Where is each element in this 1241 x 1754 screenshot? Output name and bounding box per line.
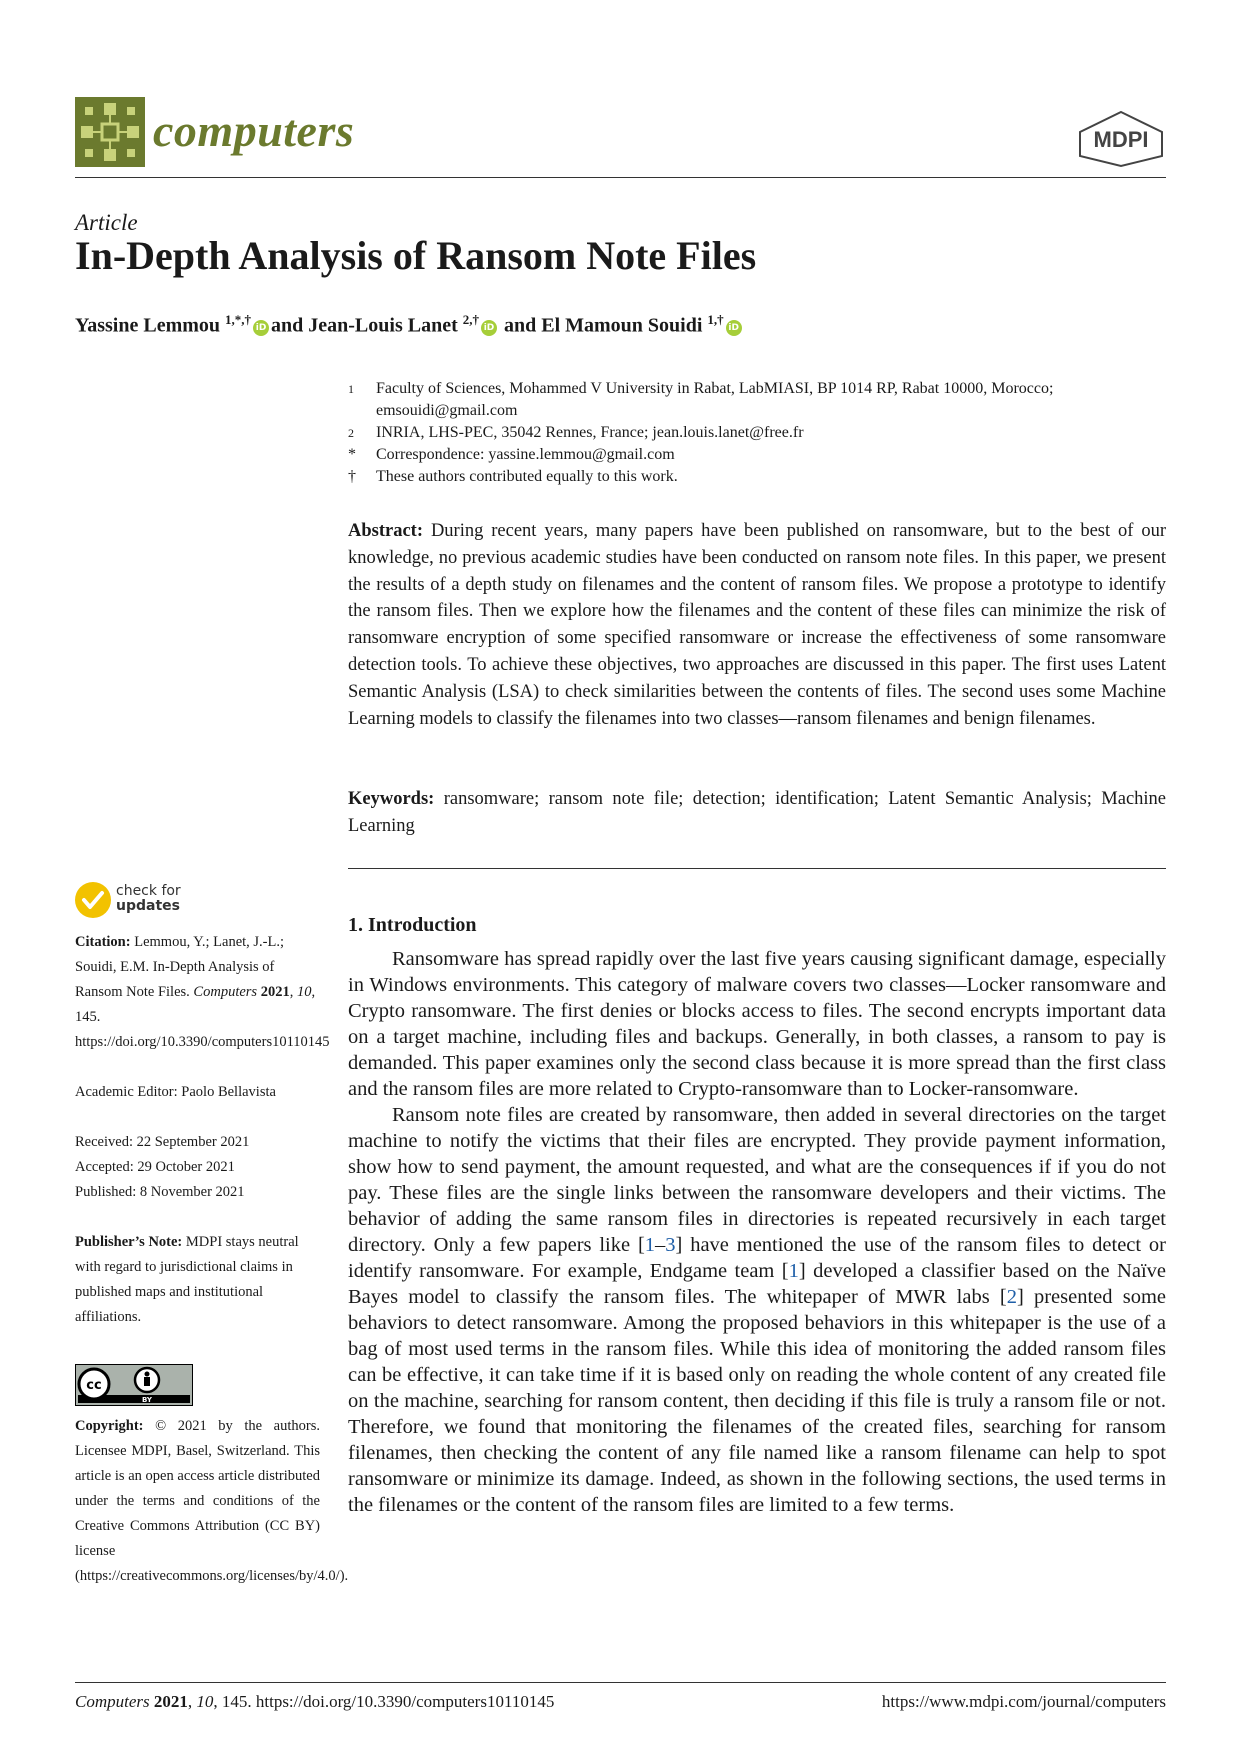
reference-link[interactable]: 3 <box>665 1234 676 1256</box>
publisher-note-text: MDPI stays neutral with regard to jurisdictional claims in published maps and institutional affiliations. <box>75 1234 299 1325</box>
affiliation-mark: 1 <box>348 382 354 396</box>
cc-by-label: BY <box>141 1396 153 1404</box>
author-affiliation-mark: 1,† <box>707 312 724 327</box>
published-date: Published: 8 November 2021 <box>75 1184 245 1200</box>
affiliation-mark: 2 <box>348 426 354 440</box>
check-updates-line1: check for <box>116 883 181 899</box>
citation-block: Citation: Lemmou, Y.; Lanet, J.-L.; Souidi, E.M. In-Depth Analysis of Ransom Note Files. Computers 2021, 10, 145. https://doi.org/10.3390/computers10110145 <box>75 934 330 1050</box>
copyright-notice <box>75 1414 349 1589</box>
academic-editor: Academic Editor: Paolo Bellavista <box>75 1084 276 1100</box>
accepted-date: Accepted: 29 October 2021 <box>75 1159 235 1175</box>
affiliation-text: INRIA, LHS-PEC, 35042 Rennes, France; jean.louis.lanet@free.fr <box>376 424 804 441</box>
affiliation-item <box>348 466 1168 488</box>
copyright-label: Copyright: <box>75 1418 144 1434</box>
correspondence-text: Correspondence: yassine.lemmou@gmail.com <box>376 446 675 463</box>
abstract-label: Abstract: <box>348 521 424 541</box>
paragraph-text: Ransom note files are created by ransomware, then added in several directories on the target machine to notify the victims that their files are encrypted. They provide payment information, show how to send payment, the amount requested, and what are the consequences if if you do not pay. These files are the single links between the ransomware developers and their victims. The behavior of adding the same ransom files in directories is repeated recursively in each target directory. Only a few papers like [ <box>348 1104 1166 1256</box>
footer-citation: Computers 2021, 10, 145. https://doi.org/10.3390/computers10110145 <box>75 1692 555 1711</box>
affiliation-mark: * <box>348 446 356 463</box>
paper-title: In-Depth Analysis of Ransom Note Files <box>75 233 757 278</box>
check-updates-label <box>116 884 181 914</box>
orcid-icon[interactable]: iD <box>253 320 269 336</box>
affiliation-item <box>348 444 1168 466</box>
citation-journal: Computers <box>193 984 258 1000</box>
citation-doi[interactable]: , 145. https://doi.org/10.3390/computers10110145 <box>75 984 330 1050</box>
author-name: and El Mamoun Souidi <box>503 314 703 337</box>
author-name: Yassine Lemmou <box>75 314 221 337</box>
footer-journal-url[interactable]: https://www.mdpi.com/journal/computers <box>881 1692 1166 1711</box>
reference-link[interactable]: 1 <box>788 1260 799 1282</box>
footer-year: 2021 <box>153 1692 188 1711</box>
article-type: Article <box>75 210 138 235</box>
author-list <box>75 312 744 338</box>
journal-name: computers <box>153 105 355 156</box>
affiliation-item <box>348 422 1168 444</box>
orcid-icon[interactable]: iD <box>481 320 497 336</box>
paragraph: Ransomware has spread rapidly over the last five years causing significant damage, especially in Windows environments. This category of malware covers two classes—Locker ransomware and Crypto ransomware. The first denies or blocks access to files. The second encrypts important data on a target machine, including files and backups. Generally, in both classes, a ransom to pay is demanded. This paper examines only the second class because it is more spread than the first class and the ransom files are more related to Crypto-ransomware than to Locker-ransomware. <box>348 948 1166 1100</box>
section-heading: 1. Introduction <box>348 914 477 936</box>
range-dash: – <box>655 1234 666 1256</box>
reference-link[interactable]: 2 <box>1006 1286 1017 1308</box>
cc-by-license-badge[interactable] <box>75 1364 193 1406</box>
author-name: and Jean-Louis Lanet <box>271 314 458 337</box>
mdpi-logo[interactable] <box>1076 110 1166 168</box>
affiliation-text: Faculty of Sciences, Mohammed V University in Rabat, LabMIASI, BP 1014 RP, Rabat 10000, Morocco; emsouidi@gmail.com <box>376 380 1054 419</box>
orcid-icon[interactable]: iD <box>726 320 742 336</box>
check-updates-icon <box>75 882 111 918</box>
footer-divider <box>75 1682 1166 1683</box>
keywords <box>348 786 1166 840</box>
received-date: Received: 22 September 2021 <box>75 1134 250 1150</box>
author-affiliation-mark: 2,† <box>462 312 479 327</box>
paragraph-text: ] developed a classifier based on the Naïve Bayes model to classify the ransom files. The whitepaper of MWR labs [ <box>348 1260 1167 1308</box>
paragraph <box>348 1102 1166 1518</box>
paragraph-text: ] presented some behaviors to detect ransomware. Among the proposed behaviors in this whitepaper is the use of a bag of most used terms in the ransom files. While this idea of monitoring the added ransom files can be effective, it can take time if it is based only on reading the whole content of any created file on the machine, searching for ransom content, then deciding if this file is truly a ransom file or not. Therefore, we found that monitoring the filenames of the created files, searching for ransom filenames, then checking the content of any file named like a ransom filename can help to spot ransomware or minimize its damage. Indeed, as shown in the following sections, the used terms in the filenames or the content of the ransom files are limited to a few terms. <box>348 1286 1166 1516</box>
journal-logo-icon <box>75 97 145 167</box>
abstract <box>348 518 1166 732</box>
header-divider <box>75 177 1166 178</box>
citation-text: Lemmou, Y.; Lanet, J.-L.; Souidi, E.M. In-Depth Analysis of Ransom Note Files. <box>75 934 285 1000</box>
keywords-text: ransomware; ransom note file; detection; identification; Latent Semantic Analysis; Machine Learning <box>348 789 1167 836</box>
copyright-text: © 2021 by the authors. Licensee MDPI, Basel, Switzerland. This article is an open access article distributed under the terms and conditions of the Creative Commons Attribution (CC BY) license (https://creativecommons.org/licenses/by/4.0/). <box>75 1418 349 1584</box>
abstract-divider <box>348 868 1166 869</box>
keywords-label: Keywords: <box>348 789 435 809</box>
body-text <box>348 946 1166 1518</box>
affiliation-mark: † <box>348 468 356 485</box>
author-affiliation-mark: 1,*,† <box>225 312 252 327</box>
mdpi-logo-text: MDPI <box>1093 127 1149 152</box>
abstract-text: During recent years, many papers have been published on ransomware, but to the best of our knowledge, no previous academic studies have been conducted on ransom note files. In this paper, we present the results of a depth study on filenames and the content of ransom files. We propose a prototype to identify the ransom files. Then we explore how the filenames and the content of these files can minimize the risk of ransomware encryption of some specified ransomware or increase the effectiveness of some ransomware detection tools. To achieve these objectives, two approaches are discussed in this paper. The first uses Latent Semantic Analysis (LSA) to check similarities between the contents of files. The second uses some Machine Learning models to classify the filenames into two classes—ransom filenames and benign filenames. <box>348 521 1167 729</box>
publisher-note <box>75 1230 320 1330</box>
journal-logo <box>75 97 145 167</box>
check-for-updates-button[interactable] <box>75 882 215 922</box>
equal-contribution-note: These authors contributed equally to this work. <box>376 468 678 485</box>
svg-text:cc: cc <box>86 1378 102 1393</box>
citation-volume: 10 <box>296 984 312 1000</box>
publisher-note-label: Publisher’s Note: <box>75 1234 183 1250</box>
publication-dates <box>75 1130 320 1205</box>
footer-volume: 10 <box>196 1692 214 1711</box>
affiliations <box>348 378 1168 488</box>
footer-doi[interactable]: , 145. https://doi.org/10.3390/computers10110145 <box>213 1692 555 1711</box>
footer-journal: Computers <box>75 1692 150 1711</box>
citation-label: Citation: <box>75 934 131 950</box>
reference-link[interactable]: 1 <box>644 1234 656 1256</box>
paragraph-text: ] have mentioned the use of the ransom files to detect or identify ransomware. For example, Endgame team [ <box>348 1234 1167 1282</box>
citation-year: 2021 <box>260 984 290 1000</box>
check-updates-line2: updates <box>116 898 180 914</box>
affiliation-item <box>348 378 1168 422</box>
